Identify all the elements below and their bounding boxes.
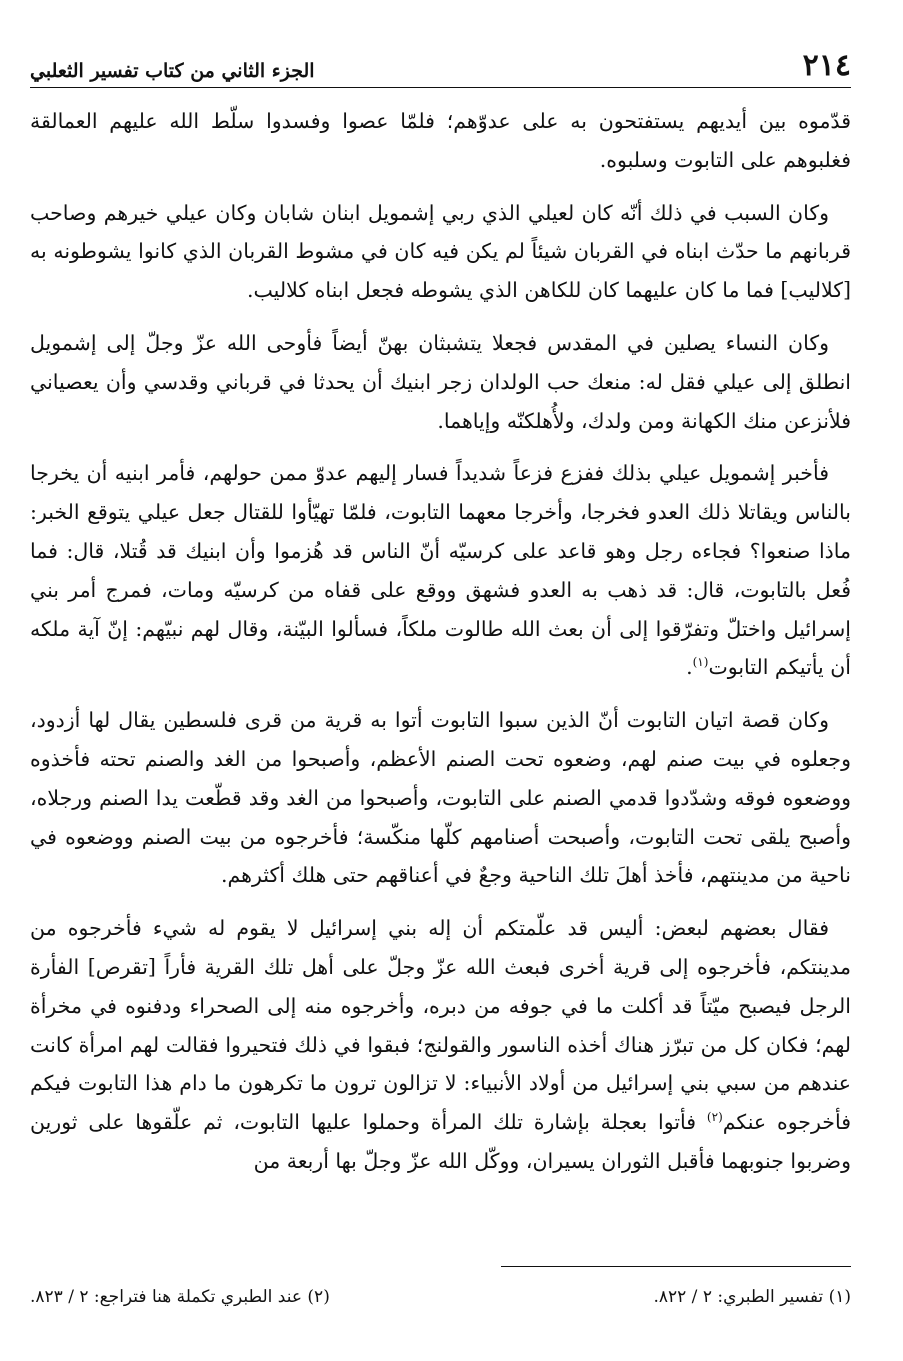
footnote-ref: (١) — [692, 655, 709, 670]
paragraph-text: فأتوا بعجلة بإشارة تلك المرأة وحملوا عليها التابوت، ثم علّقوها على ثورين وضربوا جنوبهما فأقبل الثوران يسيران، ووكّل الله عزّ وجلّ بها أربعة من — [30, 1110, 851, 1173]
footnote-ref: (٢) — [706, 1110, 723, 1125]
footnote-text: عند الطبري تكملة هنا فتراجع: ٢ / ٨٢٣. — [30, 1287, 302, 1307]
paragraph: قدّموه بين أيديهم يستفتحون به على عدوّهم؛ فلمّا عصوا وفسدوا سلّط الله عليهم العمالقة فغلبوهم على التابوت وسلبوه. — [30, 109, 851, 172]
footnote-number: (١) — [828, 1287, 851, 1307]
paragraph — [30, 454, 851, 687]
footnote-item — [653, 1285, 851, 1309]
paragraph-text: فأخبر إشمويل عيلي بذلك ففزع فزعاً شديداً فسار إليهم عدوّ ممن حولهم، فأمر ابنيه أن يخرجا بالناس ويقاتلا ذلك العدو فخرجا، وأخرجا معهما التابوت، فلمّا تهيّأوا للقتال جعل عيلي يتوقع الخبر: ماذا صنعوا؟ فجاءه رجل وهو قاعد على كرسيّه أنّ الناس قد هُزموا وأن ابنيك قد قُتلا، قال: فما فُعل بالتابوت، قال: قد ذهب به العدو فشهق ووقع على قفاه من كرسيّه ومات، فمرج أمر بني إسرائيل واختلّ وتفرّقوا إلى أن بعث الله طالوت ملكاً، فسألوا البيّنة، وقال لهم نبيّهم: إنّ آية ملكه أن يأتيكم التابوت — [30, 461, 851, 680]
running-title: الجزء الثاني من كتاب تفسير الثعلبي — [30, 60, 315, 82]
paragraph: وكان النساء يصلين في المقدس فجعلا يتشبثان بهنّ أيضاً فأوحى الله عزّ وجلّ إلى إشمويل انطلق إلى عيلي فقل له: منعك حب الولدان زجر ابنيك أن يحدثا في قرباني وقدسي وأن يعصياني فلأنزعن منك الكهانة ومن ولدك، ولأُهلكنّه وإياهما. — [30, 330, 851, 433]
footnotes — [30, 1285, 851, 1309]
paragraph-end: . — [686, 655, 693, 680]
footnote-text: تفسير الطبري: ٢ / ٨٢٢. — [653, 1287, 824, 1307]
paragraph-text: فقال بعضهم لبعض: أليس قد علّمتكم أن إله بني إسرائيل لا يقوم له شيء فأخرجوه من مدينتكم، فأخرجوه إلى قرية أخرى فبعث الله عزّ وجلّ على أهل تلك القرية فأراً [تقرص] الفأرة الرجل فيصبح ميّتاً قد أكلت ما في جوفه من دبره، وأخرجوه منه إلى الصحراء ودفنوه في مخرأة لهم؛ فكان كل من تبرّز هناك أخذه الناسور والقولنج؛ فبقوا في ذلك فتحيروا فقالت لهم امرأة كانت عندهم من سبي بني إسرائيل من أولاد الأنبياء: لا تزالون ترون ما تكرهون ما دام هذا التابوت فيكم فأخرجوه عنكم — [30, 916, 851, 1135]
page-number: ٢١٤ — [802, 48, 851, 83]
paragraph: وكان قصة اتيان التابوت أنّ الذين سبوا التابوت أتوا به قرية من قرى فلسطين يقال لها أزدود، وجعلوه في بيت صنم لهم، وضعوه تحت الصنم الأعظم، وأصبحوا من الغد والصنم تحته فأخذوه ووضعوه فوقه وشدّدوا قدمي الصنم على التابوت، وأصبحوا من الغد وقد قطّعت يدا الصنم ورجلاه، وأصبح يلقى تحت التابوت، وأصبحت أصنامهم كلّها منكّسة؛ فأخرجوه من بيت الصنم ووضعوه في ناحية من مدينتهم، فأخذ أهلَ تلك الناحية وجعٌ في أعناقهم حتى هلك أكثرهم. — [30, 708, 851, 888]
footnote-divider — [501, 1266, 851, 1267]
paragraph: وكان السبب في ذلك أنّه كان لعيلي الذي ربي إشمويل ابنان شابان وكان عيلي خيرهم وصاحب قربانهم ما حدّث ابناه في القربان شيئاً لم يكن فيه كان في مشوط القربان الذي كانوا يشوطونه به [كلاليب] فما ما كان عليهما كان للكاهن الذي يشوطه فجعل ابناه كلاليب. — [30, 200, 851, 303]
body-text — [30, 102, 851, 1181]
footnote-item — [30, 1285, 330, 1309]
paragraph — [30, 909, 851, 1181]
footnote-number: (٢) — [307, 1287, 330, 1307]
page-header — [30, 40, 851, 88]
